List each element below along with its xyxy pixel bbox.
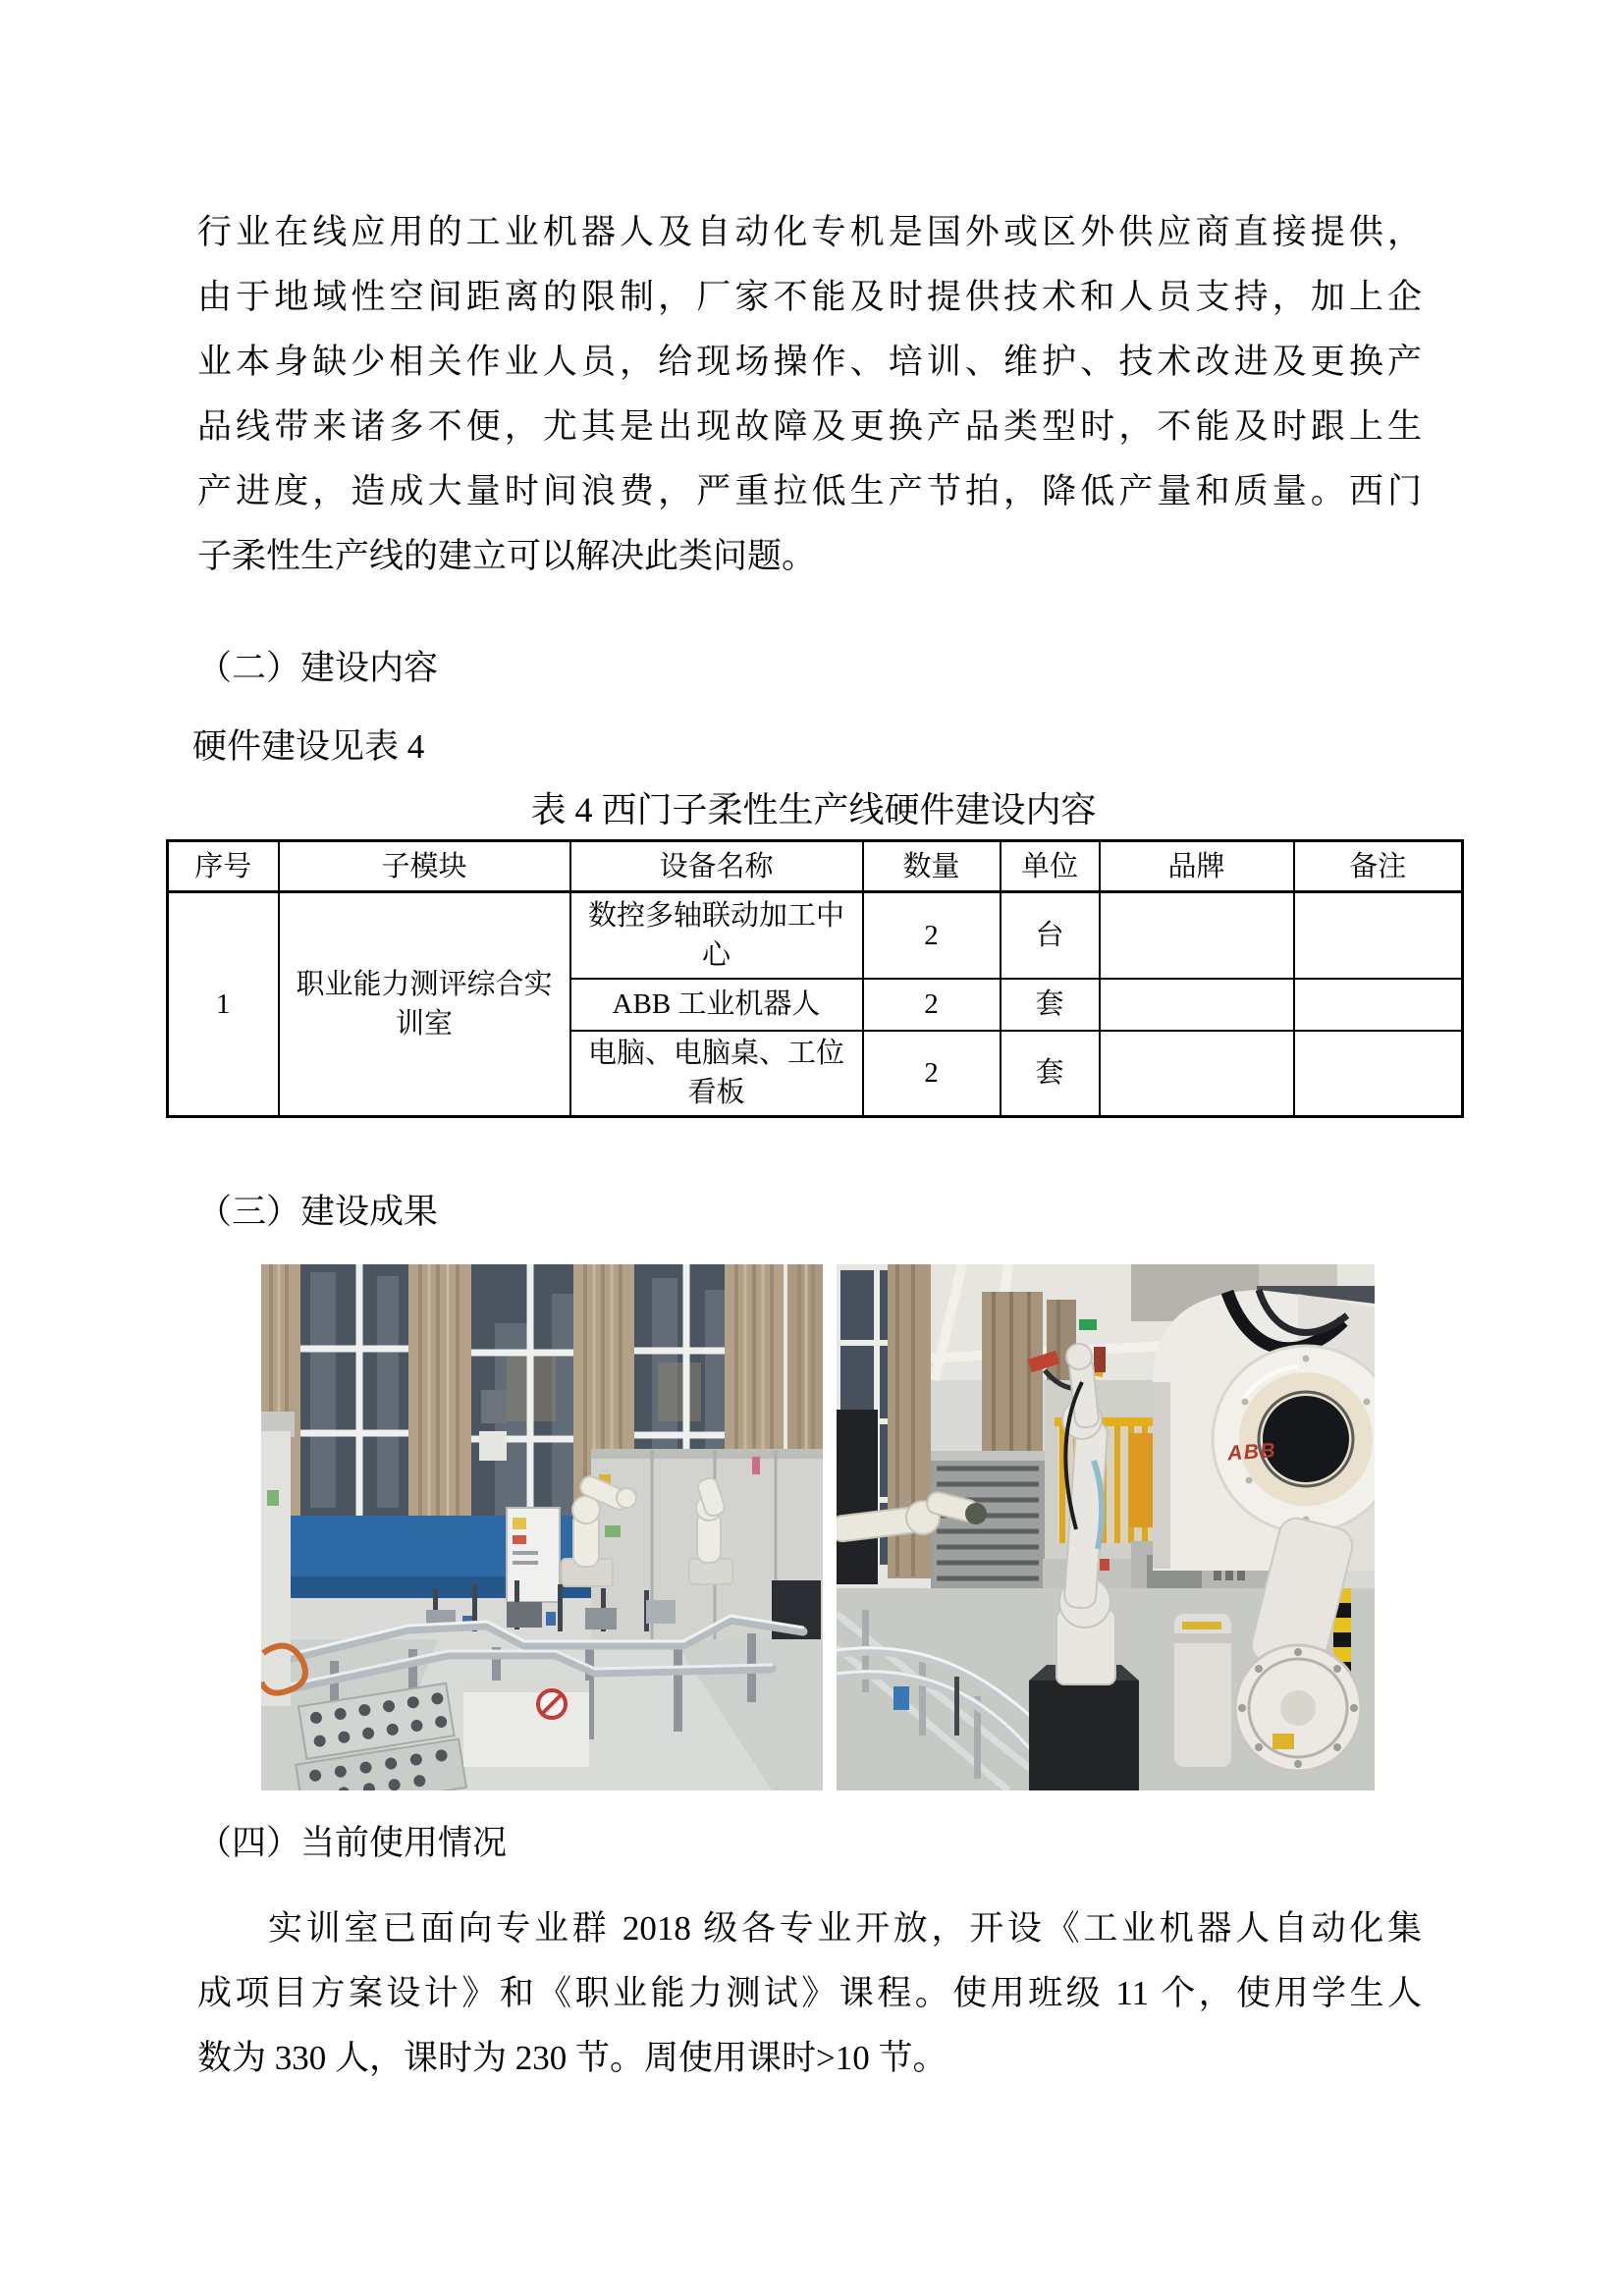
warning-label-icon	[1272, 1734, 1294, 1749]
section-heading-4: （四）当前使用情况	[197, 1824, 508, 1862]
cell-unit: 套	[1001, 1031, 1100, 1117]
figures	[261, 1264, 1375, 1790]
cell-device: 电脑、电脑桌、工位看板	[570, 1031, 863, 1117]
col-header-unit: 单位	[1001, 841, 1100, 892]
paragraph-line: 由于地域性空间距离的限制，厂家不能及时提供技术和人员支持，加上企	[197, 278, 1422, 316]
cell-qty: 2	[863, 979, 1001, 1031]
col-header-note: 备注	[1294, 841, 1463, 892]
paragraph-line: 品线带来诸多不便，尤其是出现故障及更换产品类型时，不能及时跟上生	[197, 407, 1422, 446]
paragraph-line: 实训室已面向专业群 2018 级各专业开放，开设《工业机器人自动化集	[268, 1909, 1422, 1948]
abb-logo-text: ABB	[1226, 1439, 1277, 1466]
cell-qty: 2	[863, 1031, 1001, 1117]
col-header-device: 设备名称	[570, 841, 863, 892]
section-heading-2: （二）建设内容	[197, 649, 439, 687]
paragraph-line: 行业在线应用的工业机器人及自动化专机是国外或区外供应商直接提供，	[197, 213, 1422, 251]
col-header-qty: 数量	[863, 841, 1001, 892]
section-heading-3: （三）建设成果	[197, 1193, 439, 1231]
cell-unit: 台	[1001, 892, 1100, 979]
col-header-index: 序号	[168, 841, 279, 892]
cell-device: ABB 工业机器人	[570, 979, 863, 1031]
paragraph-line: 成项目方案设计》和《职业能力测试》课程。使用班级 11 个，使用学生人	[197, 1974, 1422, 2012]
cell-device: 数控多轴联动加工中心	[570, 892, 863, 979]
cell-note	[1294, 892, 1463, 979]
paragraph-line: 产进度，造成大量时间浪费，严重拉低生产节拍，降低产量和质量。西门	[197, 472, 1422, 510]
cell-brand	[1100, 1031, 1294, 1117]
col-header-submodule: 子模块	[279, 841, 570, 892]
cell-note	[1294, 1031, 1463, 1117]
cell-note	[1294, 979, 1463, 1031]
paragraph-intro	[197, 200, 1422, 589]
table-header-row	[168, 841, 1463, 892]
cell-qty: 2	[863, 892, 1001, 979]
cell-brand	[1100, 892, 1294, 979]
cell-submodule: 职业能力测评综合实训室	[279, 892, 570, 1117]
col-header-brand: 品牌	[1100, 841, 1294, 892]
table-caption: 表 4 西门子柔性生产线硬件建设内容	[530, 790, 1097, 829]
photo-lab-left	[261, 1264, 823, 1790]
paragraph-usage	[197, 1896, 1422, 2091]
paragraph-line: 业本身缺少相关作业人员，给现场操作、培训、维护、技术改进及更换产	[197, 343, 1422, 381]
paragraph-line: 子柔性生产线的建立可以解决此类问题。	[197, 537, 817, 575]
cell-unit: 套	[1001, 979, 1100, 1031]
table-row	[168, 892, 1463, 979]
cell-brand	[1100, 979, 1294, 1031]
hardware-note: 硬件建设见表 4	[192, 727, 425, 766]
paragraph-line: 数为 330 人，课时为 230 节。周使用课时>10 节。	[197, 2039, 947, 2077]
hardware-table	[166, 839, 1464, 1118]
exit-sign-icon	[1079, 1319, 1097, 1330]
cell-index: 1	[168, 892, 279, 1117]
photo-lab-right	[837, 1264, 1375, 1790]
